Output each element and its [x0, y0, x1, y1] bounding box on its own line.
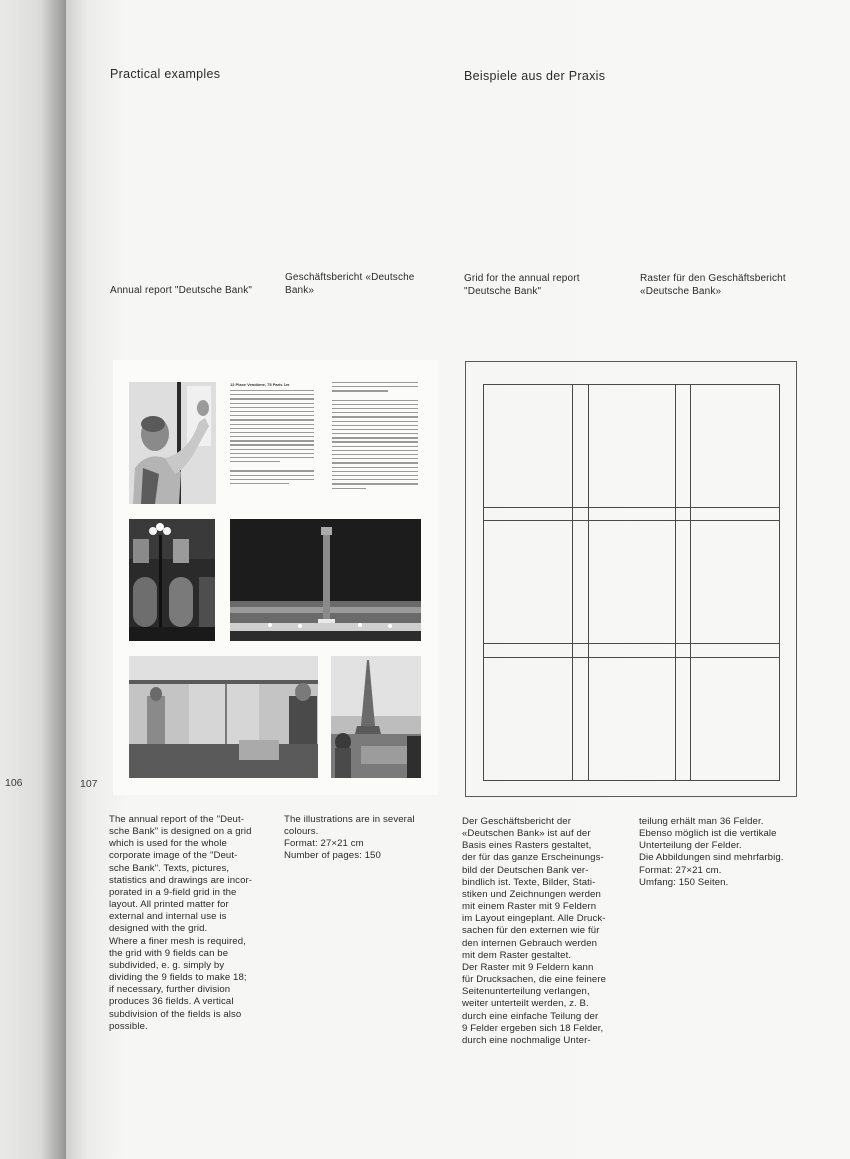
- text-line: «Deutschen Bank» ist auf der: [462, 828, 591, 840]
- photo-man-at-window: [129, 382, 216, 504]
- article-title: 12 Place Vendôme, 75 Paris 1er: [230, 382, 290, 387]
- photo-man-at-window-drawing: [129, 382, 216, 504]
- caption-line: Grid for the annual report: [464, 273, 580, 284]
- photo-bank-interior: [129, 656, 318, 778]
- text-line: im Layout eingeplant. Alle Druck-: [462, 913, 606, 925]
- caption-annual-report-en: Annual report "Deutsche Bank": [110, 285, 253, 296]
- photo-place-vendome-drawing: [230, 519, 421, 641]
- grid-diagram-drawing: [465, 361, 797, 797]
- text-line: Der Geschäftsbericht der: [462, 816, 572, 827]
- text-line: if necessary, further division: [109, 984, 231, 996]
- text-line: produces 36 fields. A vertical: [109, 996, 234, 1008]
- text-line: which is used for the whole: [109, 838, 227, 850]
- article-column-2: [332, 382, 418, 492]
- heading-english: Practical examples: [110, 67, 221, 81]
- caption-line: Geschäftsbericht «Deutsche: [285, 272, 415, 283]
- caption-line: Bank»: [285, 284, 315, 296]
- text-line: Basis eines Rasters gestaltet,: [462, 840, 592, 852]
- text-line: The annual report of the "Deut-: [109, 814, 245, 825]
- text-line: weiter unterteilt werden, z. B.: [462, 998, 589, 1010]
- text-line: The illustrations are in several: [284, 814, 415, 825]
- text-line: Format: 27×21 cm.: [639, 864, 722, 876]
- page-number-left: 106: [5, 777, 23, 789]
- text-line: stiken und Zeichnungen werden: [462, 888, 601, 900]
- body-german-column-1: [462, 816, 606, 1047]
- caption-line: Raster für den Geschäftsbericht: [640, 273, 786, 284]
- text-line: Unterteilung der Felder.: [639, 840, 742, 852]
- previous-page-edge: [0, 0, 72, 1159]
- grid-diagram: [465, 361, 797, 797]
- caption-grid-de: [640, 273, 786, 298]
- text-line: der für das ganze Erscheinungs-: [462, 852, 604, 864]
- photo-night-arcade-drawing: [129, 519, 215, 641]
- text-line: durch eine einfache Teilung der: [462, 1010, 599, 1022]
- text-line: 9 Felder ergeben sich 18 Felder,: [462, 1022, 604, 1034]
- text-line: statistics and drawings are incor-: [109, 874, 253, 886]
- text-line: Format: 27×21 cm: [284, 838, 364, 850]
- text-line: Der Raster mit 9 Feldern kann: [462, 961, 594, 973]
- text-line: teilung erhält man 36 Felder.: [639, 816, 764, 827]
- photo-eiffel-tower: [331, 656, 421, 778]
- text-line: layout. All printed matter for: [109, 899, 229, 911]
- photo-place-vendome-night: [230, 519, 421, 641]
- text-line: possible.: [109, 1020, 148, 1032]
- text-line: sche Bank" is designed on a grid: [109, 826, 252, 838]
- caption-annual-report-de: [285, 272, 415, 297]
- text-line: den internen Gebrauch werden: [462, 937, 598, 949]
- text-line: corporate image of the "Deut-: [109, 850, 238, 862]
- text-line: für Drucksachen, die eine feinere: [462, 974, 607, 986]
- page-number-right: 107: [80, 778, 98, 790]
- caption-line: «Deutsche Bank»: [640, 285, 722, 297]
- text-line: durch eine nochmalige Unter-: [462, 1034, 591, 1046]
- text-line: subdivided, e. g. simply by: [109, 959, 225, 971]
- body-english-column-2: [284, 814, 415, 863]
- body-german-column-2: [639, 816, 784, 889]
- text-line: Ebenso möglich ist die vertikale: [639, 828, 777, 840]
- text-line: colours.: [284, 826, 319, 838]
- photo-bank-interior-drawing: [129, 656, 318, 778]
- text-line: external and internal use is: [109, 911, 227, 923]
- text-line: the grid with 9 fields can be: [109, 947, 229, 959]
- article-column-1: [230, 382, 314, 487]
- text-line: designed with the grid.: [109, 923, 208, 935]
- text-line: mit dem Raster gestaltet.: [462, 949, 572, 961]
- text-line: mit einem Raster mit 9 Feldern: [462, 901, 597, 913]
- caption-grid-en: [464, 273, 580, 298]
- text-line: Umfang: 150 Seiten.: [639, 876, 729, 888]
- text-line: Number of pages: 150: [284, 850, 381, 862]
- photo-night-arcade: [129, 519, 215, 641]
- photo-eiffel-tower-drawing: [331, 656, 421, 778]
- text-line: porated in a 9-field grid in the: [109, 886, 237, 898]
- text-line: subdivision of the fields is also: [109, 1008, 242, 1020]
- body-english-column-1: [109, 814, 252, 1033]
- text-line: Die Abbildungen sind mehrfarbig.: [639, 852, 784, 864]
- caption-line: "Deutsche Bank": [464, 285, 542, 297]
- text-line: bild der Deutschen Bank ver-: [462, 864, 589, 876]
- text-line: Seitenunterteilung verlangen,: [462, 986, 590, 998]
- heading-german: Beispiele aus der Praxis: [464, 69, 606, 83]
- text-line: dividing the 9 fields to make 18;: [109, 972, 247, 984]
- text-line: bindlich ist. Texte, Bilder, Stati-: [462, 876, 596, 888]
- text-line: sche Bank". Texts, pictures,: [109, 862, 230, 874]
- text-line: Where a finer mesh is required,: [109, 935, 246, 947]
- text-line: sachen für den externen wie für: [462, 925, 600, 937]
- annual-report-spread-thumbnail: [113, 360, 438, 795]
